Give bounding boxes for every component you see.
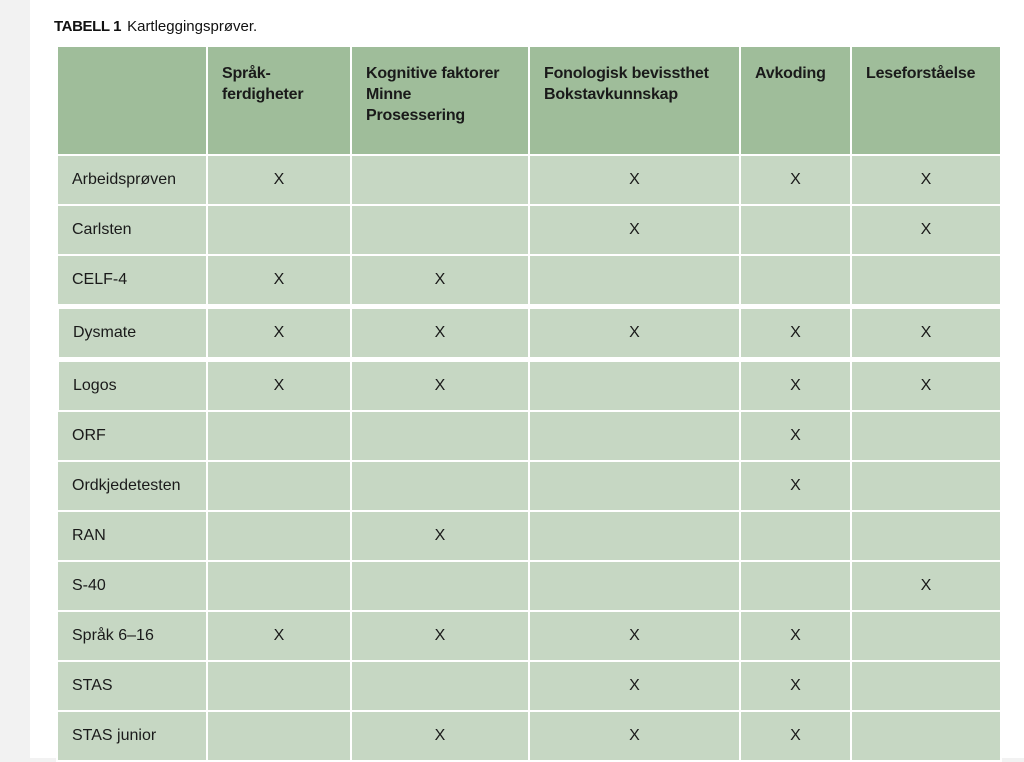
row-test-name: Språk 6–16	[57, 611, 207, 661]
row-test-name: S-40	[57, 561, 207, 611]
table-cell	[529, 411, 740, 461]
table-cell: X	[207, 360, 351, 412]
table-cell	[529, 561, 740, 611]
table-cell: X	[351, 307, 529, 360]
table-cell: X	[351, 511, 529, 561]
table-row	[57, 360, 1001, 412]
table-cell: X	[740, 307, 851, 360]
table-row	[57, 255, 1001, 307]
table-row	[57, 661, 1001, 711]
row-test-name: STAS	[57, 661, 207, 711]
table-cell: X	[851, 307, 1001, 360]
table-cell	[529, 461, 740, 511]
table-row	[57, 205, 1001, 255]
row-test-name: Ordkjedetesten	[57, 461, 207, 511]
header-kognitive-faktorer: Kognitive faktorer Minne Prosessering	[351, 46, 529, 155]
table-cell	[740, 511, 851, 561]
table-row	[57, 561, 1001, 611]
table-cell	[851, 661, 1001, 711]
table-row	[57, 711, 1001, 761]
row-test-name: CELF-4	[57, 255, 207, 307]
row-test-name: Dysmate	[57, 307, 207, 360]
table-cell	[740, 561, 851, 611]
row-test-name: Carlsten	[57, 205, 207, 255]
document-page	[30, 0, 1024, 758]
table-row	[57, 155, 1001, 205]
row-test-name: STAS junior	[57, 711, 207, 761]
assessment-table	[55, 45, 1002, 762]
table-header-row	[57, 46, 1001, 155]
table-cell	[351, 661, 529, 711]
table-cell: X	[529, 711, 740, 761]
table-cell: X	[740, 411, 851, 461]
row-test-name: Arbeidsprøven	[57, 155, 207, 205]
row-test-name: Logos	[57, 360, 207, 412]
table-cell: X	[529, 205, 740, 255]
table-cell: X	[529, 661, 740, 711]
header-sprakferdigheter: Språk- ferdigheter	[207, 46, 351, 155]
table-cell: X	[740, 661, 851, 711]
table-cell	[207, 205, 351, 255]
table-row	[57, 611, 1001, 661]
table-cell: X	[351, 360, 529, 412]
table-cell: X	[851, 155, 1001, 205]
table-cell: X	[851, 360, 1001, 412]
table-cell: X	[740, 611, 851, 661]
table-cell	[851, 611, 1001, 661]
table-cell: X	[740, 461, 851, 511]
header-corner-cell	[57, 46, 207, 155]
table-cell	[740, 205, 851, 255]
table-cell: X	[851, 205, 1001, 255]
table-cell	[851, 255, 1001, 307]
table-cell	[529, 511, 740, 561]
table-cell: X	[740, 711, 851, 761]
table-row	[57, 511, 1001, 561]
table-cell	[351, 461, 529, 511]
table-caption	[54, 18, 257, 35]
table-cell	[351, 561, 529, 611]
table-cell: X	[529, 611, 740, 661]
table-cell	[207, 561, 351, 611]
table-cell	[851, 711, 1001, 761]
table-cell: X	[351, 711, 529, 761]
table-body	[57, 155, 1001, 761]
table-row	[57, 307, 1001, 360]
table-cell: X	[529, 307, 740, 360]
table-cell: X	[351, 611, 529, 661]
header-leseforstaelse: Leseforståelse	[851, 46, 1001, 155]
table-cell: X	[740, 155, 851, 205]
table-cell	[207, 661, 351, 711]
table-cell	[351, 205, 529, 255]
row-test-name: RAN	[57, 511, 207, 561]
table-cell	[207, 461, 351, 511]
header-avkoding: Avkoding	[740, 46, 851, 155]
row-test-name: ORF	[57, 411, 207, 461]
table-cell: X	[351, 255, 529, 307]
table-cell	[207, 711, 351, 761]
table-row	[57, 411, 1001, 461]
table-cell	[529, 255, 740, 307]
table-cell: X	[740, 360, 851, 412]
table-cell	[207, 411, 351, 461]
table-cell	[207, 511, 351, 561]
table-cell	[851, 461, 1001, 511]
header-fonologisk-bevissthet: Fonologisk bevissthet Bokstavkunnskap	[529, 46, 740, 155]
table-cell: X	[207, 611, 351, 661]
table-cell	[351, 411, 529, 461]
table-row	[57, 461, 1001, 511]
table-cell	[351, 155, 529, 205]
table-cell: X	[207, 307, 351, 360]
table-cell	[851, 411, 1001, 461]
table-cell	[529, 360, 740, 412]
table-caption-text: Kartleggingsprøver.	[127, 18, 258, 35]
table-cell	[740, 255, 851, 307]
table-cell: X	[529, 155, 740, 205]
table-cell: X	[851, 561, 1001, 611]
table-caption-label: TABELL 1	[54, 18, 122, 35]
table-cell	[851, 511, 1001, 561]
table-cell: X	[207, 255, 351, 307]
table-cell: X	[207, 155, 351, 205]
